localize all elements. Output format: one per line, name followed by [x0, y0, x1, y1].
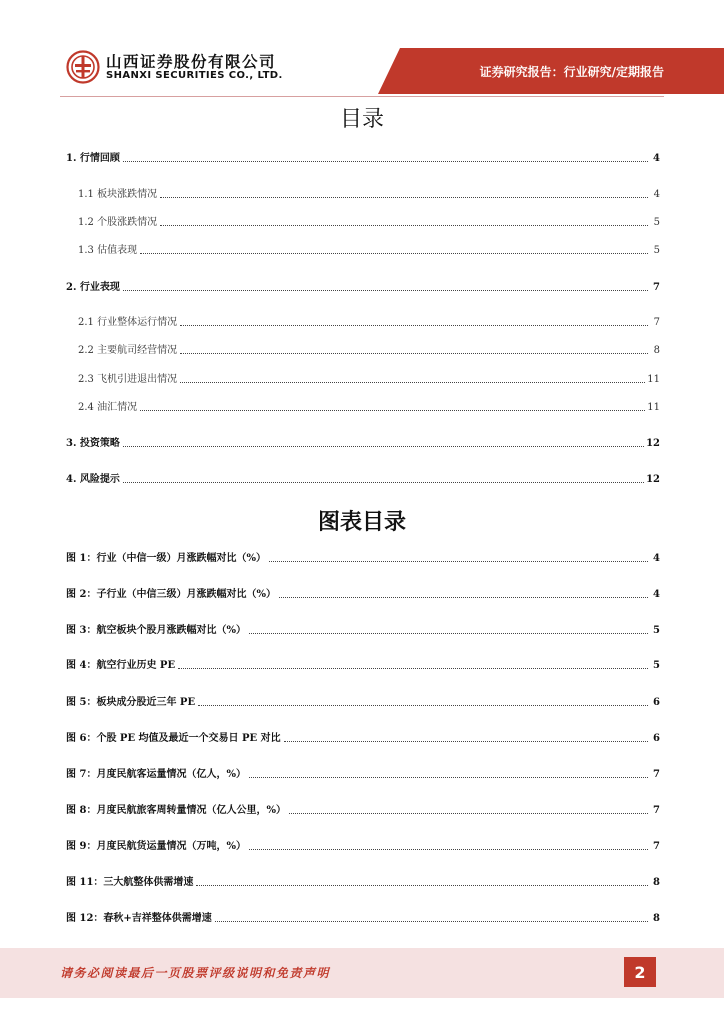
- figure-list-item[interactable]: [66, 837, 660, 853]
- toc-leader-dots: [123, 445, 644, 447]
- toc-leader-dots: [215, 920, 648, 922]
- figure-item-label: 图 4：航空行业历史 PE: [66, 660, 176, 671]
- figure-item-label: 图 11：三大航整体供需增速: [66, 877, 194, 888]
- figure-list-item[interactable]: [66, 873, 660, 889]
- toc-leader-dots: [279, 596, 648, 598]
- figure-item-page: 8: [653, 877, 660, 888]
- figure-item-page: 4: [653, 589, 660, 600]
- toc-item-label: 3. 投资策略: [66, 438, 120, 449]
- toc-item-label: 4. 风险提示: [66, 474, 120, 485]
- figures-title: 图表目录: [317, 509, 406, 535]
- toc-leader-dots: [196, 884, 648, 886]
- toc-item-page: 4: [653, 189, 660, 200]
- toc-item-page: 7: [653, 282, 660, 293]
- figure-list-item[interactable]: [66, 585, 660, 601]
- figure-item-page: 7: [653, 769, 660, 780]
- toc-item-label: 2.2 主要航司经营情况: [78, 345, 178, 356]
- toc-item[interactable]: [66, 149, 660, 165]
- report-type-label: 证券研究报告：行业研究/定期报告: [479, 65, 664, 79]
- figure-item-label: 图 6：个股 PE 均值及最近一个交易日 PE 对比: [66, 733, 281, 744]
- toc-item-label: 1.1 板块涨跌情况: [78, 189, 158, 200]
- toc-item[interactable]: [78, 185, 660, 201]
- toc-item-page: 11: [647, 402, 660, 413]
- toc-item-page: 11: [647, 374, 660, 385]
- figure-list-item[interactable]: [66, 621, 660, 637]
- figure-item-page: 8: [653, 913, 660, 924]
- toc-item-page: 12: [646, 438, 660, 449]
- figure-item-label: 图 5：板块成分股近三年 PE: [66, 697, 196, 708]
- company-name-cn: 山西证券股份有限公司: [106, 53, 277, 71]
- figure-item-page: 5: [653, 660, 660, 671]
- figure-item-page: 5: [653, 625, 660, 636]
- shanxi-securities-logo-icon: [66, 50, 100, 84]
- toc-leader-dots: [180, 324, 648, 326]
- toc-item[interactable]: [66, 470, 660, 486]
- figure-item-page: 6: [653, 697, 660, 708]
- report-type-banner: [378, 48, 724, 94]
- toc-item[interactable]: [78, 398, 660, 414]
- toc-item-page: 8: [653, 345, 660, 356]
- toc-item-page: 5: [653, 217, 660, 228]
- toc-item[interactable]: [66, 278, 660, 294]
- disclaimer-notice: 请务必阅读最后一页股票评级说明和免责声明: [60, 966, 331, 980]
- toc-leader-dots: [249, 632, 648, 634]
- toc-leader-dots: [140, 409, 645, 411]
- page-number: 2: [624, 957, 656, 987]
- company-name-en: SHANXI SECURITIES CO., LTD.: [106, 70, 283, 81]
- toc-item-label: 1.3 估值表现: [78, 245, 138, 256]
- toc-leader-dots: [284, 740, 648, 742]
- figure-item-label: 图 7：月度民航客运量情况（亿人，%）: [66, 769, 246, 780]
- toc-item-label: 2.4 油汇情况: [78, 402, 138, 413]
- toc-item-page: 12: [646, 474, 660, 485]
- figure-list-item[interactable]: [66, 765, 660, 781]
- figure-list-item[interactable]: [66, 693, 660, 709]
- figure-item-label: 图 9：月度民航货运量情况（万吨，%）: [66, 841, 246, 852]
- toc-leader-dots: [123, 289, 648, 291]
- toc-item[interactable]: [66, 434, 660, 450]
- toc-leader-dots: [123, 481, 644, 483]
- toc-item[interactable]: [78, 213, 660, 229]
- toc-leader-dots: [160, 224, 648, 226]
- figure-list-item[interactable]: [66, 801, 660, 817]
- toc-item-page: 5: [653, 245, 660, 256]
- toc-item-page: 4: [653, 153, 660, 164]
- page-header: [0, 0, 724, 100]
- figure-list-item[interactable]: [66, 909, 660, 925]
- toc-item[interactable]: [78, 313, 660, 329]
- toc-leader-dots: [140, 252, 648, 254]
- figure-list-item[interactable]: [66, 549, 660, 565]
- figure-item-label: 图 1：行业（中信一级）月涨跌幅对比（%）: [66, 553, 266, 564]
- toc-item-label: 2.1 行业整体运行情况: [78, 317, 178, 328]
- figure-item-label: 图 8：月度民航旅客周转量情况（亿人公里，%）: [66, 805, 286, 816]
- toc-item[interactable]: [78, 241, 660, 257]
- toc-leader-dots: [180, 352, 648, 354]
- toc-leader-dots: [180, 381, 645, 383]
- figure-item-page: 4: [653, 553, 660, 564]
- toc-title: 目录: [339, 107, 384, 132]
- figure-item-label: 图 12：春秋+吉祥整体供需增速: [66, 913, 212, 924]
- toc-leader-dots: [178, 667, 648, 669]
- page-footer: [0, 948, 724, 998]
- figure-item-page: 7: [653, 841, 660, 852]
- toc-leader-dots: [249, 776, 648, 778]
- figure-list-item[interactable]: [66, 729, 660, 745]
- toc-item-page: 7: [653, 317, 660, 328]
- toc-leader-dots: [289, 812, 648, 814]
- toc-leader-dots: [198, 704, 648, 706]
- toc-item-label: 1. 行情回顾: [66, 153, 120, 164]
- toc-item-label: 2.3 飞机引进退出情况: [78, 374, 178, 385]
- toc-item[interactable]: [78, 341, 660, 357]
- header-divider: [60, 96, 664, 97]
- toc-item[interactable]: [78, 370, 660, 386]
- toc-item-label: 2. 行业表现: [66, 282, 120, 293]
- figure-item-page: 6: [653, 733, 660, 744]
- toc-leader-dots: [269, 560, 648, 562]
- toc-leader-dots: [123, 160, 648, 162]
- toc-leader-dots: [249, 848, 648, 850]
- figure-item-page: 7: [653, 805, 660, 816]
- toc-leader-dots: [160, 196, 648, 198]
- figure-item-label: 图 2：子行业（中信三级）月涨跌幅对比（%）: [66, 589, 276, 600]
- figure-list-item[interactable]: [66, 656, 660, 672]
- toc-item-label: 1.2 个股涨跌情况: [78, 217, 158, 228]
- figure-item-label: 图 3：航空板块个股月涨跌幅对比（%）: [66, 625, 246, 636]
